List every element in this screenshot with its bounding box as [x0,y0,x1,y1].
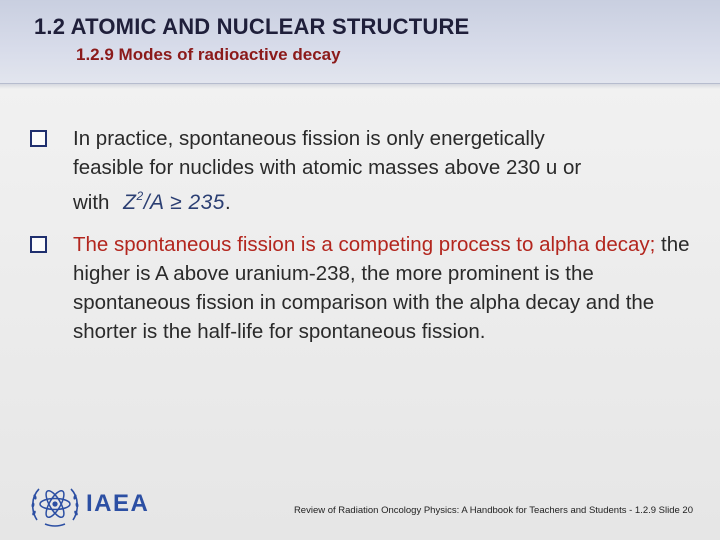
iaea-atom-wreath-icon [28,480,82,530]
formula-base: Z [123,191,137,214]
formula-rest: /A ≥ 235 [143,191,225,214]
bullet-2-highlight: The spontaneous fission is a competing process to alpha decay; [73,233,656,256]
formula-exponent: 2 [136,189,144,203]
bullet-2-rest: the higher is A above uranium-238, the more prominent is the spontaneous fission in comparison with the alpha decay and the shorter is the half-life for spontaneous fission. [73,233,690,343]
bullet-1-line-2: feasible for nuclides with atomic masses above 230 u or [73,156,582,179]
slide-header [0,0,720,84]
iaea-logo-text: IAEA [86,490,150,517]
footer-citation: Review of Radiation Oncology Physics: A Handbook for Teachers and Students - 1.2.9 Slide 20 [293,505,693,516]
bullet-checkbox-icon [30,236,47,253]
bullet-text-2 [73,230,690,346]
slide-title: 1.2 ATOMIC AND NUCLEAR STRUCTURE [34,14,470,39]
iaea-logo [28,480,163,530]
slide-subtitle: 1.2.9 Modes of radioactive decay [76,45,341,64]
bullet-text-1 [73,124,690,217]
bullet-1-line-3-prefix: with [73,191,110,214]
z-squared-over-a-formula [123,191,225,214]
bullet-checkbox-icon [30,130,47,147]
bullet-1-line-1: In practice, spontaneous fission is only energetically [73,127,545,150]
bullet-item-1 [30,124,690,217]
bullet-item-2 [30,230,690,346]
bullet-1-line-3-suffix: . [224,191,231,214]
